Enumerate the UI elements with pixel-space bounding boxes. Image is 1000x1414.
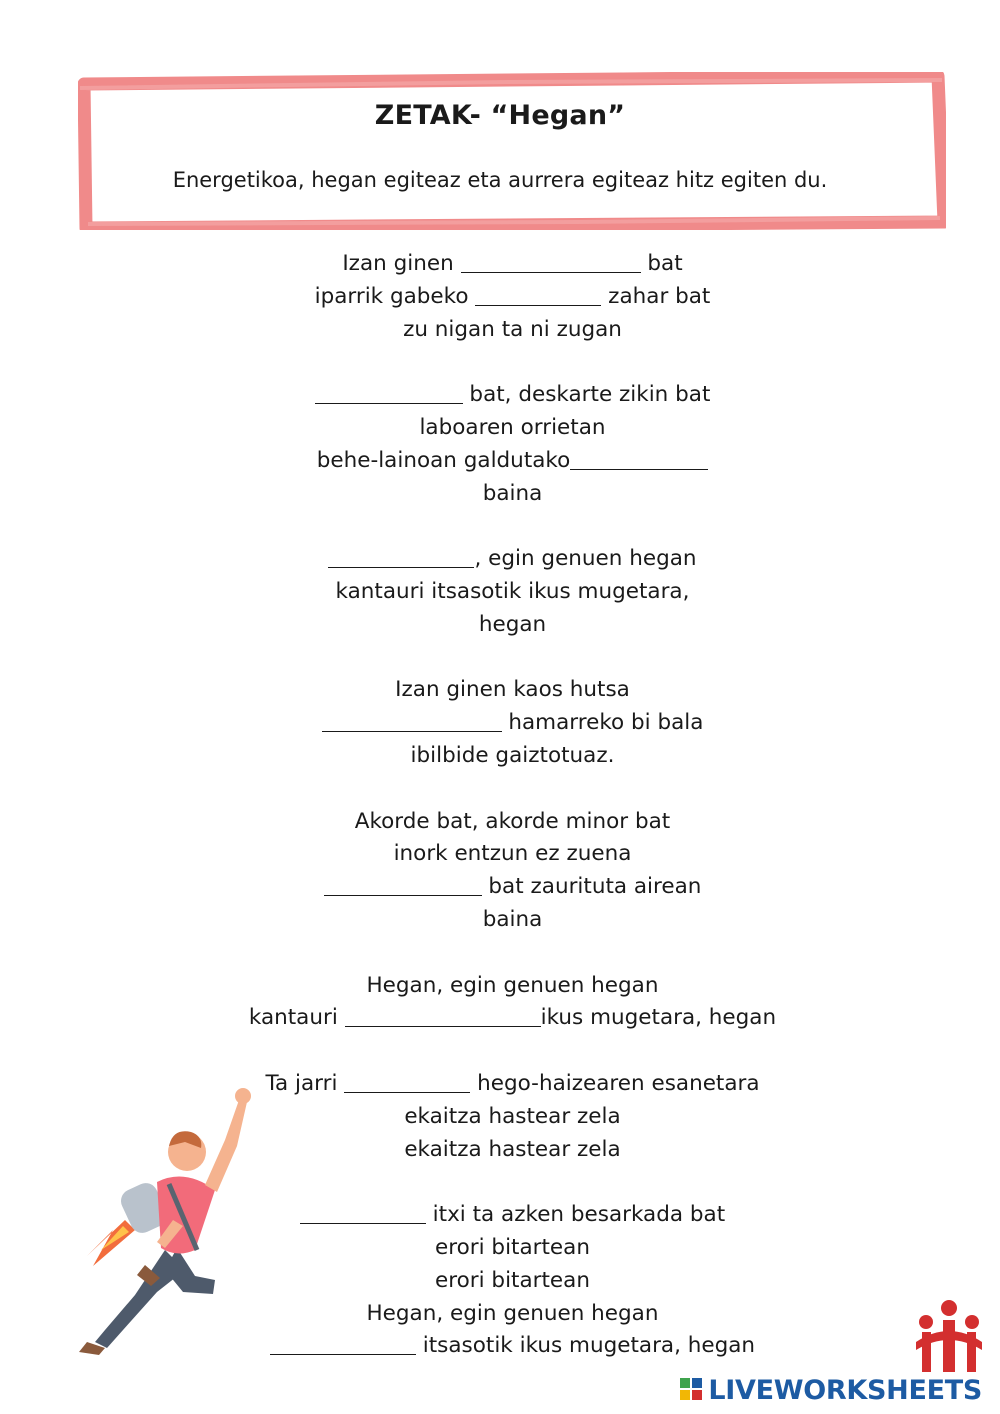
lyric-line: Hegan, egin genuen hegan bbox=[366, 972, 659, 998]
blank-input[interactable] bbox=[475, 283, 601, 306]
lyric-line: baina bbox=[482, 906, 543, 932]
blank-input[interactable] bbox=[328, 545, 474, 568]
lyric-line: kantauri itsasotik ikus mugetara, bbox=[335, 578, 690, 604]
lyric-line: Izan ginen bat bbox=[342, 251, 683, 276]
lyric-line: iparrik gabeko zahar bat bbox=[314, 283, 711, 309]
blank-input[interactable] bbox=[322, 709, 502, 732]
page-title: ZETAK- “Hegan” bbox=[374, 100, 626, 131]
brush-frame-icon bbox=[78, 72, 946, 230]
lyric-line: erori bitartean bbox=[435, 1234, 590, 1260]
blank-input[interactable] bbox=[300, 1201, 426, 1224]
lyric-line: ibilbide gaiztotuaz. bbox=[410, 742, 615, 768]
lyric-line: hegan bbox=[478, 611, 547, 637]
blank-input[interactable] bbox=[315, 381, 463, 404]
header-frame bbox=[78, 72, 946, 230]
blank-input[interactable] bbox=[270, 1332, 416, 1355]
brand-name: LIVEWORKSHEETS bbox=[708, 1375, 982, 1406]
lyric-line: itxi ta azken besarkada bat bbox=[0, 1199, 1000, 1232]
liveworksheets-branding bbox=[678, 1298, 988, 1406]
lyric-line: , egin genuen hegan bbox=[0, 543, 1000, 576]
page-subtitle: Energetikoa, hegan egiteaz eta aurrera egiteaz hitz egiten du. bbox=[172, 168, 828, 192]
lyric-line: Ta jarri hego-haizearen esanetara bbox=[265, 1070, 760, 1096]
lyric-line: erori bitartean bbox=[435, 1267, 590, 1293]
lyric-line: baina bbox=[482, 480, 543, 506]
lyric-line: bat, deskarte zikin bat bbox=[0, 379, 1000, 412]
blank-input[interactable] bbox=[461, 250, 641, 273]
lyric-line: ekaitza hastear zela bbox=[404, 1103, 621, 1129]
lyric-line: kantauri ikus mugetara, hegan bbox=[248, 1005, 777, 1031]
lyric-line: ekaitza hastear zela bbox=[404, 1136, 621, 1162]
lyric-line: bat zaurituta airean bbox=[0, 871, 1000, 904]
lyric-line: Hegan, egin genuen hegan bbox=[366, 1300, 659, 1326]
blank-input[interactable] bbox=[345, 1004, 541, 1027]
liveworksheets-logo-icon bbox=[910, 1298, 988, 1376]
jetpack-hero-icon bbox=[65, 1080, 255, 1364]
blank-input[interactable] bbox=[570, 447, 708, 470]
lyric-line: Akorde bat, akorde minor bat bbox=[354, 808, 671, 834]
lyric-line: itsasotik ikus mugetara, hegan bbox=[0, 1330, 1000, 1363]
blank-input[interactable] bbox=[344, 1070, 470, 1093]
brand-squares-icon bbox=[680, 1378, 702, 1400]
lyric-line: behe-lainoan galdutako bbox=[0, 445, 1000, 478]
lyric-line: inork entzun ez zuena bbox=[393, 841, 632, 867]
lyric-line: zu nigan ta ni zugan bbox=[403, 316, 622, 342]
lyric-line: Izan ginen kaos hutsa bbox=[395, 677, 630, 703]
lyric-line: hamarreko bi bala bbox=[0, 707, 1000, 740]
blank-input[interactable] bbox=[324, 873, 482, 896]
lyric-line: laboaren orrietan bbox=[419, 414, 606, 440]
